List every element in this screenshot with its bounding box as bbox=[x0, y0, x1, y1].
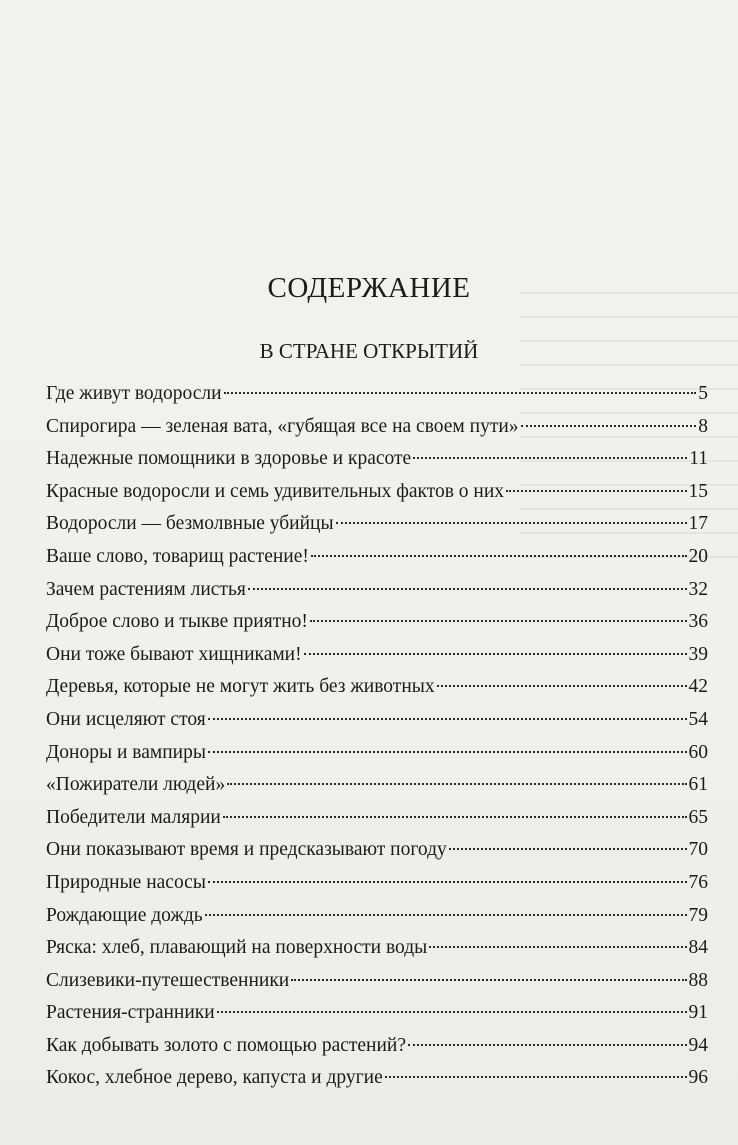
toc-entry bbox=[46, 997, 708, 1030]
toc-entry bbox=[46, 1030, 708, 1063]
section-heading: В СТРАНЕ ОТКРЫТИЙ bbox=[259, 339, 479, 363]
toc-entry bbox=[46, 834, 708, 867]
toc-entry bbox=[46, 965, 708, 998]
toc-entry-page: 42 bbox=[688, 676, 708, 698]
dot-leader bbox=[291, 979, 686, 981]
dot-leader bbox=[449, 848, 687, 850]
toc-entry bbox=[46, 411, 708, 444]
toc-entry-page: 65 bbox=[688, 806, 708, 828]
dot-leader bbox=[311, 555, 687, 557]
toc-entry-page: 20 bbox=[688, 545, 708, 567]
dot-leader bbox=[429, 946, 686, 948]
toc-entry-page: 96 bbox=[688, 1067, 708, 1089]
toc-entry-page: 60 bbox=[688, 741, 708, 763]
toc-entry-title: Победители малярии bbox=[46, 806, 221, 828]
dot-leader bbox=[437, 685, 687, 687]
toc-entry bbox=[46, 443, 708, 476]
toc-entry-page: 70 bbox=[688, 839, 708, 861]
dot-leader bbox=[506, 490, 686, 492]
toc-entry bbox=[46, 769, 708, 802]
dot-leader bbox=[223, 816, 687, 818]
toc-entry bbox=[46, 1062, 708, 1095]
toc-entry-page: 15 bbox=[688, 480, 708, 502]
toc-entry-page: 91 bbox=[688, 1002, 708, 1024]
toc-entry-title: Кокос, хлебное дерево, капуста и другие bbox=[46, 1067, 383, 1089]
toc-entry bbox=[46, 900, 708, 933]
dot-leader bbox=[208, 718, 687, 720]
dot-leader bbox=[227, 783, 686, 785]
dot-leader bbox=[408, 1044, 686, 1046]
toc-entry bbox=[46, 541, 708, 574]
toc-entry-page: 79 bbox=[688, 904, 708, 926]
dot-leader bbox=[208, 881, 687, 883]
toc-entry-title: Они исцеляют стоя bbox=[46, 708, 206, 730]
dot-leader bbox=[304, 653, 687, 655]
toc-entry-title: Доноры и вампиры bbox=[46, 741, 206, 763]
dot-leader bbox=[336, 522, 687, 524]
toc-entry-title: Спирогира — зеленая вата, «губящая все на своем пути» bbox=[46, 415, 519, 437]
toc-entry-page: 11 bbox=[689, 448, 708, 470]
toc-entry-title: Красные водоросли и семь удивительных фактов о них bbox=[46, 480, 505, 502]
toc-entry-page: 8 bbox=[698, 415, 708, 437]
dot-leader bbox=[248, 588, 687, 590]
toc-entry-page: 39 bbox=[688, 643, 708, 665]
toc-entry-title: Они тоже бывают хищниками! bbox=[46, 643, 302, 665]
toc-entry bbox=[46, 671, 708, 704]
toc-entry-title: «Пожиратели людей» bbox=[46, 774, 226, 796]
table-of-contents bbox=[46, 378, 708, 1095]
toc-entry bbox=[46, 574, 708, 607]
dot-leader bbox=[310, 620, 687, 622]
toc-entry bbox=[46, 606, 708, 639]
toc-entry bbox=[46, 704, 708, 737]
toc-entry-title: Водоросли — безмолвные убийцы bbox=[46, 513, 334, 535]
toc-entry-title: Как добывать золото с помощью растений? bbox=[46, 1034, 407, 1056]
toc-entry-title: Ваше слово, товарищ растение! bbox=[46, 545, 309, 567]
toc-entry-title: Надежные помощники в здоровье и красоте bbox=[46, 448, 412, 470]
toc-entry-page: 76 bbox=[688, 871, 708, 893]
dot-leader bbox=[413, 457, 687, 459]
page-title: СОДЕРЖАНИЕ bbox=[267, 272, 471, 304]
toc-entry-page: 84 bbox=[688, 937, 708, 959]
dot-leader bbox=[205, 914, 687, 916]
dot-leader bbox=[385, 1076, 687, 1078]
toc-entry-title: Зачем растениям листья bbox=[46, 578, 246, 600]
toc-entry bbox=[46, 508, 708, 541]
dot-leader bbox=[521, 425, 697, 427]
toc-entry bbox=[46, 639, 708, 672]
toc-entry bbox=[46, 802, 708, 835]
toc-entry-page: 5 bbox=[698, 383, 708, 404]
dot-leader bbox=[217, 1011, 687, 1013]
toc-entry-title: Доброе слово и тыкве приятно! bbox=[46, 611, 308, 633]
toc-entry-title: Они показывают время и предсказывают погоду bbox=[46, 839, 447, 861]
toc-entry-page: 94 bbox=[688, 1034, 708, 1056]
toc-entry-title: Где живут водоросли bbox=[46, 383, 222, 404]
toc-entry-title: Рождающие дождь bbox=[46, 904, 203, 926]
toc-entry bbox=[46, 932, 708, 965]
toc-entry-page: 36 bbox=[688, 611, 708, 633]
toc-entry bbox=[46, 378, 708, 411]
toc-entry bbox=[46, 737, 708, 770]
toc-entry-page: 17 bbox=[688, 513, 708, 535]
toc-entry-title: Деревья, которые не могут жить без животных bbox=[46, 676, 435, 698]
dot-leader bbox=[208, 751, 687, 753]
toc-entry-title: Слизевики-путешественники bbox=[46, 969, 290, 991]
toc-entry-title: Растения-странники bbox=[46, 1002, 215, 1024]
dot-leader bbox=[224, 392, 697, 394]
toc-entry-page: 54 bbox=[688, 708, 708, 730]
toc-entry-page: 32 bbox=[688, 578, 708, 600]
toc-entry bbox=[46, 867, 708, 900]
toc-entry-page: 61 bbox=[688, 774, 708, 796]
toc-entry bbox=[46, 476, 708, 509]
toc-entry-title: Природные насосы bbox=[46, 871, 206, 893]
toc-entry-page: 88 bbox=[688, 969, 708, 991]
toc-entry-title: Ряска: хлеб, плавающий на поверхности воды bbox=[46, 937, 428, 959]
